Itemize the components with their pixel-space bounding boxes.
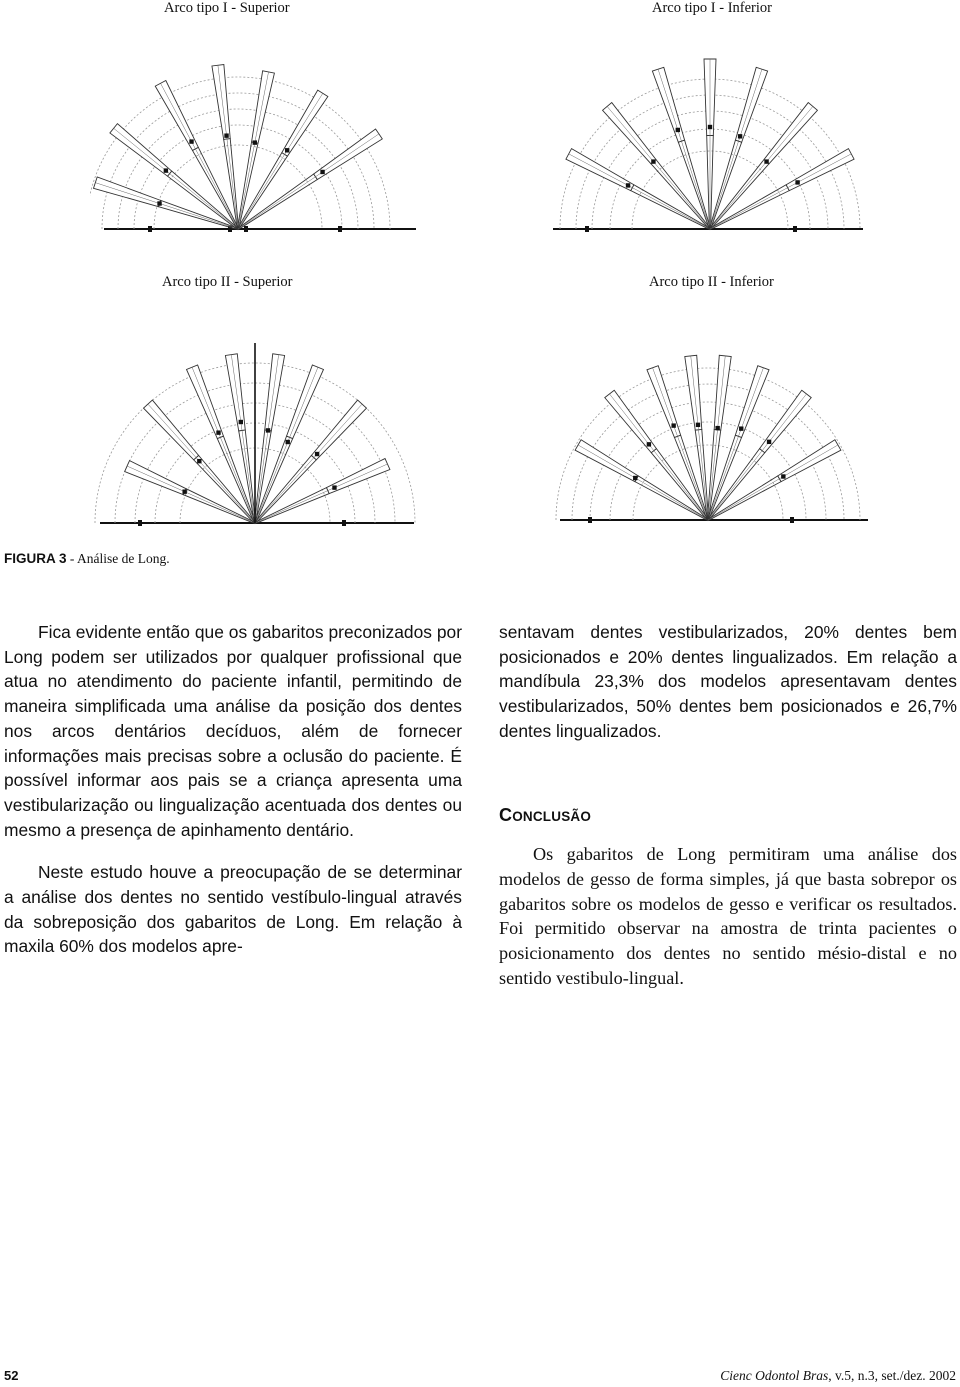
reference-arc [134, 125, 342, 229]
paragraph-study: Neste estudo houve a preocupação de se determinar a análise dos dentes no sentido vestíbulo-lingual através da sobreposição dos gabaritos de Long. Em relação à maxila 60% dos modelos apre- [4, 862, 462, 957]
template-bar [714, 355, 731, 430]
tooth-marker [795, 180, 799, 184]
tooth-marker [767, 440, 771, 444]
baseline-tick [790, 517, 794, 523]
baseline-tick [148, 226, 152, 232]
reference-arc [556, 368, 860, 520]
tooth-marker [320, 170, 324, 174]
template-bar [575, 440, 638, 482]
tooth-marker [647, 442, 651, 446]
long-template-diagram-type-2-upper [88, 335, 428, 530]
tooth-marker [253, 140, 257, 144]
tooth-marker [332, 485, 336, 489]
page-number: 52 [4, 1368, 19, 1383]
paragraph-evidence: Fica evidente então que os gabaritos preconizados por Long podem ser utilizados por qualquer profissional que atua no atendimento do paciente infantil, permitindo de maneira simplificada uma análise da posição dos dentes nos arcos dentários decíduos, além de fornecer informações mais precisas sobre a oclusão do paciente. É possível informar aos pais se a criança apresenta uma vestibularização ou lingualização acentuada dos dentes ou mesmo a presença de apinhamento dentário. [4, 622, 462, 840]
template-bar [252, 71, 275, 143]
baseline-tick [793, 226, 797, 232]
baseline-tick [138, 520, 142, 526]
spoke-axis [114, 128, 238, 229]
caption-arch-type-2-lower: Arco tipo II - Inferior [649, 274, 774, 290]
figure-number: FIGURA 3 [4, 551, 67, 566]
tooth-marker [764, 159, 768, 163]
spoke-axis [238, 134, 379, 229]
right-column [499, 620, 957, 744]
tooth-marker [708, 125, 712, 129]
template-bar [287, 365, 324, 439]
paragraph-conclusion: Os gabaritos de Long permitiram uma análise dos modelos de gesso de forma simples, já que basta sobrepor os gabaritos sobre os modelos de gesso e verificar os resultados. Foi permitido observar na amostra de trinta pacientes o posicionamento dos dentes no sentido mésio-distal e no sentido vestibulo-lingual. [499, 844, 957, 988]
spoke-axis [569, 154, 710, 229]
template-bar [282, 90, 328, 156]
spoke-axis [607, 106, 710, 229]
heading-initial: C [499, 805, 513, 825]
baseline-tick [338, 226, 342, 232]
tooth-marker [182, 489, 186, 493]
tooth-marker [671, 423, 675, 427]
figure-title: - Análise de Long. [66, 551, 170, 566]
caption-arch-type-2-upper: Arco tipo II - Superior [162, 274, 293, 290]
figure-label [4, 551, 170, 567]
template-bar [685, 355, 702, 430]
long-template-diagram-type-1-lower [545, 55, 875, 240]
tooth-marker [164, 168, 168, 172]
caption-arch-type-1-lower: Arco tipo I - Inferior [652, 0, 772, 16]
tooth-marker [715, 426, 719, 430]
tooth-marker [285, 148, 289, 152]
tooth-marker [216, 430, 220, 434]
template-bar [566, 149, 634, 191]
spoke-axis [578, 445, 708, 520]
tooth-marker [626, 183, 630, 187]
tooth-marker [286, 440, 290, 444]
tooth-marker [157, 201, 161, 205]
spoke-axis [710, 69, 762, 229]
spoke-axis [708, 356, 725, 520]
baseline-tick [244, 226, 248, 232]
tooth-marker [651, 159, 655, 163]
reference-arc [154, 145, 322, 229]
tooth-marker [266, 428, 270, 432]
heading-rest: ONCLUSÃO [512, 809, 592, 824]
caption-arch-type-1-upper: Arco tipo I - Superior [164, 0, 290, 16]
long-template-diagram-type-1-upper [90, 55, 430, 240]
conclusion-column [499, 842, 957, 991]
baseline-tick [588, 517, 592, 523]
spoke-axis [238, 93, 323, 229]
spoke-axis [192, 367, 255, 523]
spoke-axis [691, 356, 708, 520]
tooth-marker [239, 420, 243, 424]
spoke-axis [238, 72, 269, 229]
section-heading-conclusion [499, 805, 591, 826]
template-bar [125, 461, 186, 495]
spoke-axis [127, 466, 255, 523]
tooth-marker [633, 476, 637, 480]
template-bar [212, 64, 230, 139]
template-bar [265, 354, 285, 431]
template-bar [187, 365, 224, 439]
spoke-axis [255, 464, 387, 523]
tooth-marker [738, 134, 742, 138]
template-bar [110, 124, 172, 177]
tooth-marker [315, 452, 319, 456]
tooth-marker [189, 139, 193, 143]
template-bar [225, 354, 245, 431]
tooth-marker [197, 459, 201, 463]
spoke-axis [658, 69, 710, 229]
spoke-axis [653, 368, 708, 520]
left-column [4, 620, 462, 959]
journal-name: Cienc Odontol Bras [720, 1368, 829, 1383]
spoke-axis [95, 183, 238, 229]
spoke-axis [708, 445, 838, 520]
tooth-marker [739, 426, 743, 430]
spoke-axis [218, 65, 238, 229]
spoke-axis [710, 154, 851, 229]
paragraph-results: sentavam dentes vestibularizados, 20% dentes bem posicionados e 20% dentes lingualizados. Em relação a mandíbula 23,3% dos modelos apresentavam dentes vestibularizados, 50% dentes bem posicionados e 26,7% dentes lingualizados. [499, 622, 957, 741]
spoke-axis [708, 368, 763, 520]
baseline-tick [585, 226, 589, 232]
template-bar [735, 67, 767, 142]
tooth-marker [696, 423, 700, 427]
tooth-marker [676, 128, 680, 132]
spoke-axis [710, 106, 813, 229]
template-bar [93, 177, 160, 207]
journal-volume: , v.5, n.3, set./dez. 2002 [828, 1368, 956, 1383]
spoke-axis [255, 367, 318, 523]
journal-citation [720, 1368, 956, 1384]
tooth-marker [224, 133, 228, 137]
baseline-tick [342, 520, 346, 526]
tooth-marker [781, 474, 785, 478]
long-template-diagram-type-2-lower [548, 345, 878, 530]
template-bar [778, 440, 841, 482]
